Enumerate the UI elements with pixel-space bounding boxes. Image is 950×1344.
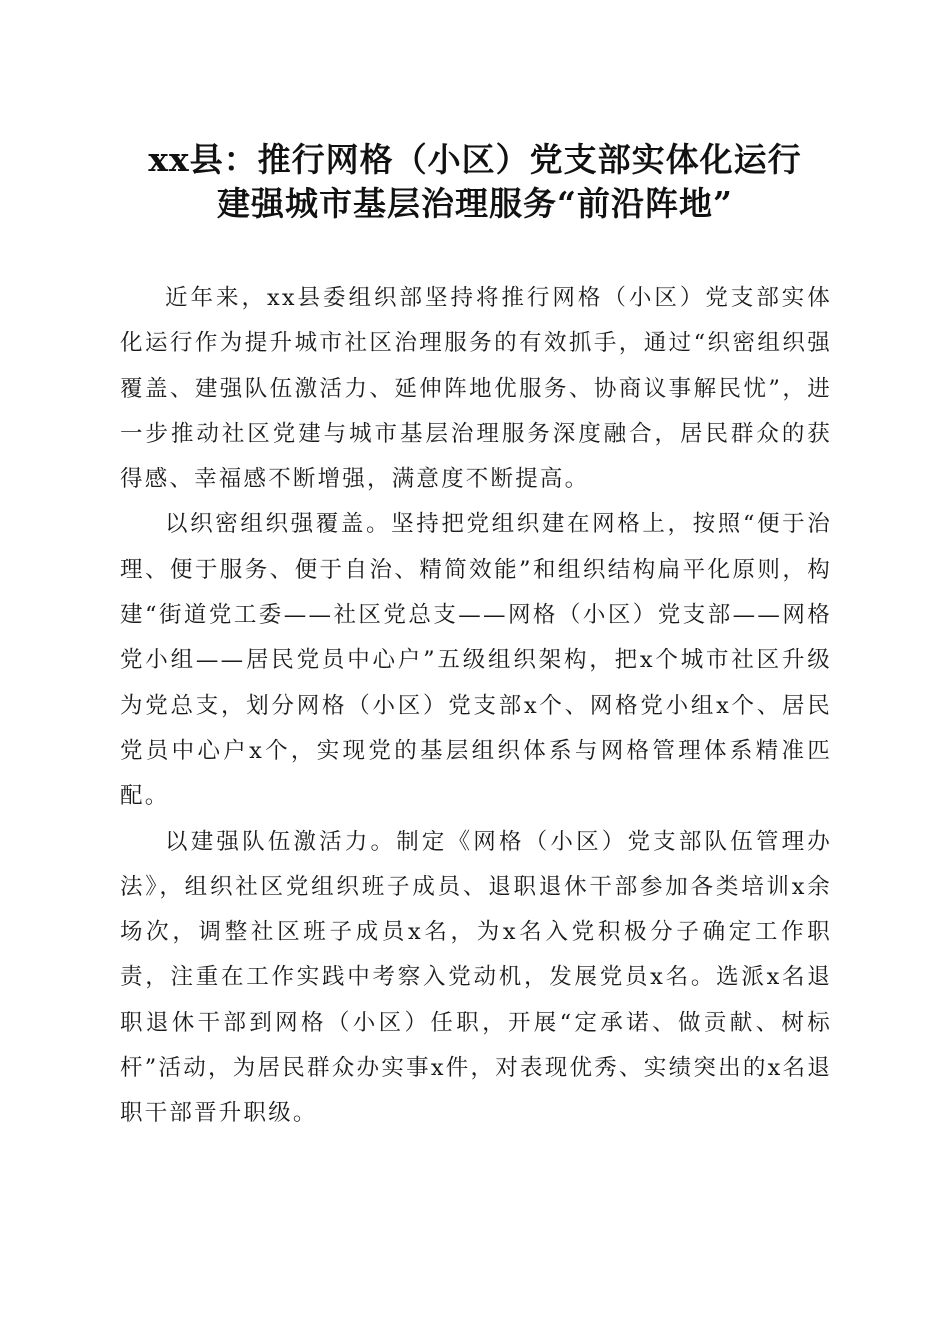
document-body	[120, 276, 832, 1137]
document-title	[100, 138, 850, 226]
title-line-2: 建强城市基层治理服务“前沿阵地”	[217, 184, 733, 223]
paragraph-team: 以建强队伍激活力。制定《网格（小区）党支部队伍管理办法》，组织社区党组织班子成员、退职退休干部参加各类培训x余场次，调整社区班子成员x名，为x名入党积极分子确定工作职责，注重在工作实践中考察入党动机，发展党员x名。选派x名退职退休干部到网格（小区）任职，开展“定承诺、做贡献、树标杆”活动，为居民群众办实事x件，对表现优秀、实绩突出的x名退职干部晋升职级。	[120, 828, 832, 1127]
paragraph-intro: 近年来，xx县委组织部坚持将推行网格（小区）党支部实体化运行作为提升城市社区治理服务的有效抓手，通过“织密组织强覆盖、建强队伍激活力、延伸阵地优服务、协商议事解民忧”，进一步推动社区党建与城市基层治理服务深度融合，居民群众的获得感、幸福感不断增强，满意度不断提高。	[120, 285, 832, 493]
title-line-1: xx县：推行网格（小区）党支部实体化运行	[148, 140, 802, 179]
paragraph-organization: 以织密组织强覆盖。坚持把党组织建在网格上，按照“便于治理、便于服务、便于自治、精简效能”和组织结构扁平化原则，构建“街道党工委——社区党总支——网格（小区）党支部——网格党小组——居民党员中心户”五级组织架构，把x个城市社区升级为党总支，划分网格（小区）党支部x个、网格党小组x个、居民党员中心户x个，实现党的基层组织体系与网格管理体系精准匹配。	[120, 511, 832, 810]
